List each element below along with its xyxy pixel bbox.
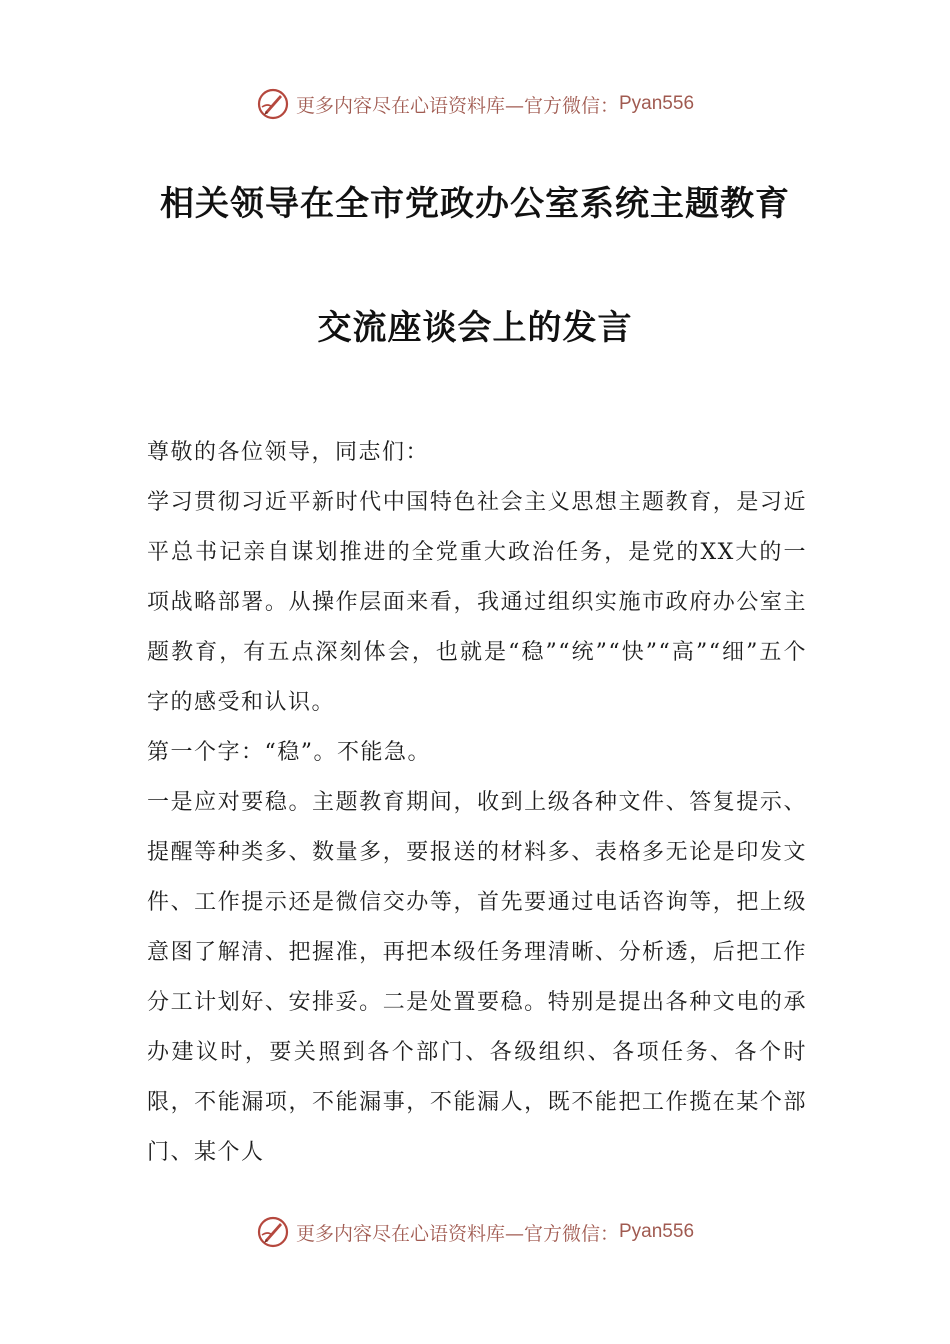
footer-watermark [0, 1212, 950, 1252]
document-title-line-1: 相关领导在全市党政办公室系统主题教育 [160, 184, 790, 224]
quill-pen-logo-icon [256, 1215, 290, 1249]
watermark-wechat-id: Pyan556 [619, 1221, 695, 1242]
body-paragraph: 一是应对要稳。主题教育期间，收到上级各种文件、答复提示、提醒等种类多、数量多，要报送的材料多、表格多无论是印发文件、工作提示还是微信交办等，首先要通过电话咨询等，把上级意图了解清、把握准，再把本级任务理清晰、分析透，后把工作分工计划好、安排妥。二是处置要稳。特别是提出各种文电的承办建议时，要关照到各个部门、各级组织、各项任务、各个时限，不能漏项，不能漏事，不能漏人，既不能把工作揽在某个部门、某个人 [147, 790, 807, 1165]
watermark-wechat-id: Pyan556 [619, 93, 695, 114]
watermark-slogan: 更多内容尽在心语资料库—官方微信： [295, 94, 619, 117]
document-body [147, 428, 807, 1178]
salutation: 尊敬的各位领导，同志们： [147, 440, 430, 465]
header-watermark [0, 84, 950, 124]
quill-pen-logo-icon [256, 87, 290, 121]
document-title-line-2: 交流座谈会上的发言 [317, 308, 633, 348]
watermark-slogan: 更多内容尽在心语资料库—官方微信： [295, 1222, 619, 1245]
section-heading: 第一个字：“稳”。不能急。 [147, 740, 431, 765]
intro-paragraph: 学习贯彻习近平新时代中国特色社会主义思想主题教育，是习近平总书记亲自谋划推进的全党重大政治任务，是党的XX大的一项战略部署。从操作层面来看，我通过组织实施市政府办公室主题教育，有五点深刻体会，也就是“稳”“统”“快”“高”“细”五个字的感受和认识。 [147, 490, 807, 715]
